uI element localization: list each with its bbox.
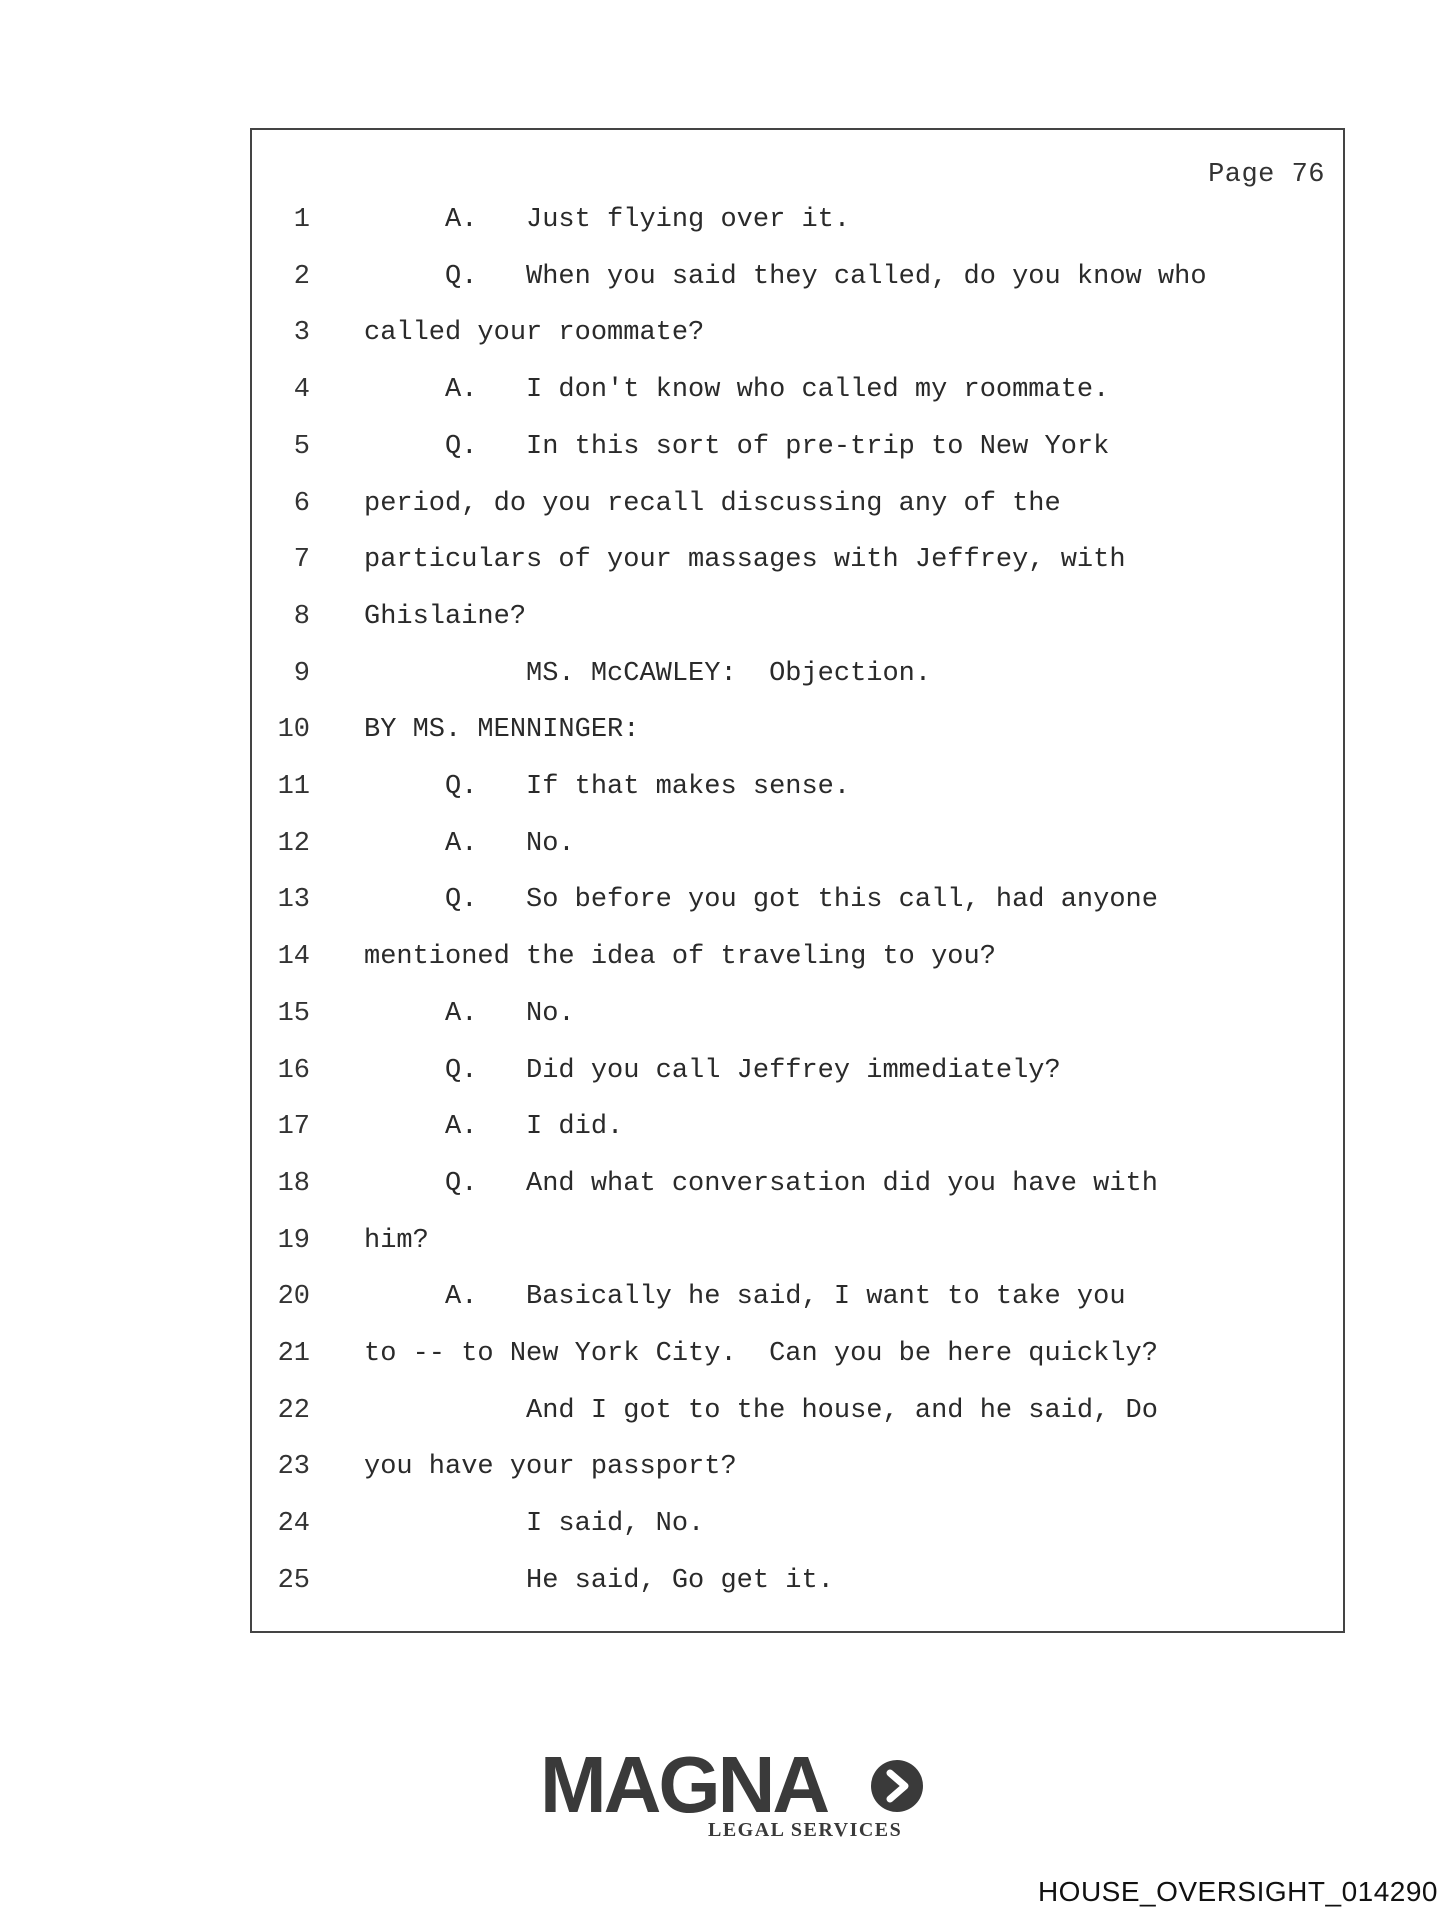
bates-number: HOUSE_OVERSIGHT_014290 (1037, 1876, 1438, 1907)
line-number: 4 (293, 375, 310, 406)
line-text: Q. When you said they called, do you know who (364, 261, 1207, 292)
line-number: 20 (277, 1282, 310, 1313)
transcript-line (252, 1051, 1343, 1091)
line-number: 14 (277, 942, 310, 973)
logo-wordmark: MAGNA (540, 1740, 828, 1829)
line-number: 17 (277, 1112, 310, 1143)
transcript-line (252, 1334, 1343, 1374)
transcript-line (252, 1447, 1343, 1487)
line-number: 11 (277, 772, 310, 802)
line-number: 19 (277, 1225, 310, 1256)
line-text: Ghislaine? (364, 601, 527, 632)
line-number: 1 (293, 205, 310, 235)
line-text: I said, No. (364, 1509, 705, 1540)
transcript-line (252, 257, 1343, 297)
transcript-line (252, 767, 1343, 807)
line-number: 25 (277, 1565, 310, 1596)
chevron-right-icon (870, 1759, 924, 1813)
transcript-line (252, 427, 1343, 467)
line-text: Q. Did you call Jeffrey immediately? (364, 1055, 1061, 1086)
line-text: particulars of your massages with Jeffrey, with (364, 545, 1126, 576)
line-number: 7 (293, 545, 310, 576)
line-number: 21 (277, 1339, 310, 1369)
line-number: 23 (277, 1452, 310, 1483)
line-text: you have your passport? (364, 1452, 737, 1483)
line-text: Q. And what conversation did you have with (364, 1168, 1158, 1199)
line-number: 24 (277, 1509, 310, 1540)
line-number: 9 (293, 658, 310, 689)
page-number: Page 76 (1208, 160, 1325, 190)
line-text: A. I don't know who called my roommate. (364, 375, 1110, 406)
line-number: 18 (277, 1168, 310, 1199)
transcript-line (252, 1221, 1343, 1261)
magna-logo (540, 1740, 940, 1841)
line-text: Q. If that makes sense. (364, 772, 851, 802)
line-text: A. Just flying over it. (364, 205, 851, 235)
transcript-line (252, 994, 1343, 1034)
transcript-line (252, 1164, 1343, 1204)
transcript-line (252, 540, 1343, 580)
transcript-line (252, 1504, 1343, 1544)
line-text: Q. In this sort of pre-trip to New York (364, 431, 1110, 462)
transcript-line (252, 824, 1343, 864)
line-number: 16 (277, 1055, 310, 1086)
transcript-line (252, 654, 1343, 694)
transcript-line (252, 200, 1343, 240)
line-number: 22 (277, 1395, 310, 1426)
line-text: A. No. (364, 828, 575, 859)
transcript-line (252, 880, 1343, 920)
line-text: him? (364, 1225, 429, 1256)
transcript-line (252, 370, 1343, 410)
line-number: 5 (293, 431, 310, 462)
transcript-line (252, 710, 1343, 750)
line-number: 8 (293, 601, 310, 632)
line-text: A. I did. (364, 1112, 624, 1143)
transcript-page (250, 128, 1345, 1633)
line-text: mentioned the idea of traveling to you? (364, 942, 996, 973)
line-text: period, do you recall discussing any of the (364, 488, 1061, 519)
transcript-line (252, 1277, 1343, 1317)
line-text: A. Basically he said, I want to take you (364, 1282, 1126, 1313)
line-number: 15 (277, 998, 310, 1029)
transcript-line (252, 484, 1343, 524)
line-number: 3 (293, 318, 310, 349)
line-text: He said, Go get it. (364, 1565, 834, 1596)
transcript-line (252, 1107, 1343, 1147)
line-text: MS. McCAWLEY: Objection. (364, 658, 932, 689)
line-number: 6 (293, 488, 310, 519)
line-text: BY MS. MENNINGER: (364, 715, 640, 746)
transcript-line (252, 937, 1343, 977)
line-number: 10 (277, 715, 310, 746)
line-text: And I got to the house, and he said, Do (364, 1395, 1158, 1426)
line-number: 2 (293, 261, 310, 292)
line-text: called your roommate? (364, 318, 705, 349)
line-number: 13 (277, 885, 310, 916)
logo-subtitle: LEGAL SERVICES (708, 1819, 903, 1841)
transcript-line (252, 313, 1343, 353)
transcript-line (252, 1561, 1343, 1601)
line-text: A. No. (364, 998, 575, 1029)
transcript-line (252, 597, 1343, 637)
line-text: to -- to New York City. Can you be here quickly? (364, 1339, 1158, 1369)
line-text: Q. So before you got this call, had anyone (364, 885, 1158, 916)
transcript-line (252, 1391, 1343, 1431)
line-number: 12 (277, 828, 310, 859)
